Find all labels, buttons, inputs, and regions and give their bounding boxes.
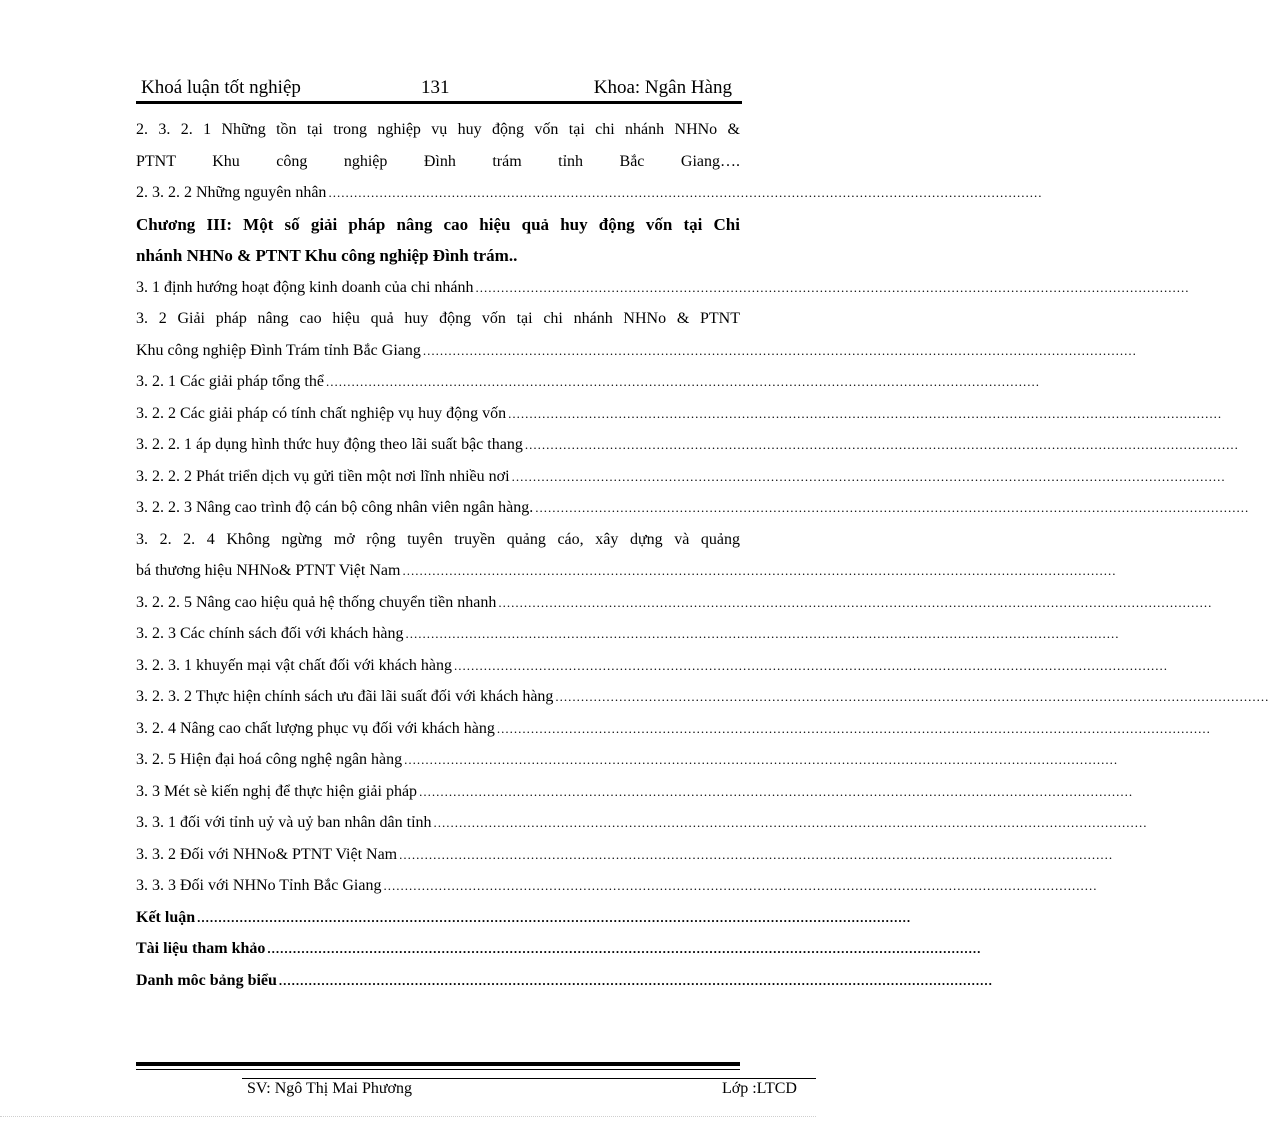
toc-leader-dots: ........................................................................................................................................................................ bbox=[433, 815, 1148, 830]
toc-leader-dots: ........................................................................................................................................................................ bbox=[278, 972, 993, 988]
toc-entry-title: 3. 2. 2. 1 áp dụng hình thức huy động theo lãi suất bậc thang bbox=[136, 436, 523, 453]
toc-entry bbox=[136, 839, 1114, 871]
toc-leader-dots: ........................................................................................................................................................................ bbox=[402, 563, 1117, 578]
toc-leader-dots: ........................................................................................................................................................................ bbox=[325, 374, 1040, 389]
toc-entry-title: 3. 3. 2 Đối với NHNo& PTNT Việt Nam bbox=[136, 845, 398, 863]
toc-entry bbox=[136, 272, 1190, 304]
toc-leader-dots: ........................................................................................................................................................................ bbox=[399, 846, 1114, 862]
toc-entry-title: 3. 1 định hướng hoạt động kinh doanh của chi nhánh bbox=[136, 278, 474, 296]
toc-entry-title: nhánh NHNo & PTNT Khu công nghiệp Đình trám.. bbox=[136, 246, 518, 265]
toc-entry-title: 3. 3 Mét sè kiến nghị để thực hiện giải pháp bbox=[136, 782, 418, 800]
toc-line: PTNT Khu công nghiệp Đình trám tỉnh Bắc Giang…. bbox=[136, 152, 740, 170]
toc-entry-title: Danh môc bảng biểu bbox=[136, 971, 277, 989]
toc-entry-title: 3. 2. 3 Các chính sách đối với khách hàng bbox=[136, 625, 404, 642]
footer-rule-thin bbox=[136, 1069, 740, 1070]
toc-line: 3. 2 Giải pháp nâng cao hiệu quả huy động vốn tại chi nhánh NHNo & PTNT bbox=[136, 310, 740, 327]
toc-line: Chương III: Một số giải pháp nâng cao hiệu quả huy động vốn tại Chi bbox=[136, 214, 740, 234]
toc-entry-title: 3. 3. 1 đối với tỉnh uỷ và uỷ ban nhân dân tỉnh bbox=[136, 814, 432, 831]
toc-line bbox=[136, 240, 740, 272]
toc-entry bbox=[136, 492, 1250, 524]
toc-entry-title: 3. 2. 3. 2 Thực hiện chính sách ưu đãi lãi suất đối với khách hàng bbox=[136, 688, 554, 705]
toc-entry bbox=[136, 933, 982, 965]
toc-entry-title: 3. 2. 1 Các giải pháp tổng thể bbox=[136, 373, 324, 390]
toc-leader-dots: ........................................................................................................................................................................ bbox=[508, 405, 1223, 421]
toc-entry-title: 3. 2. 4 Nâng cao chất lượng phục vụ đối với khách hàng bbox=[136, 719, 495, 737]
toc-leader-dots: ........................................................................................................................................................................ bbox=[383, 878, 1098, 893]
toc-entry-title: 3. 3. 3 Đối với NHNo Tỉnh Bắc Giang bbox=[136, 877, 382, 894]
toc-entry-title: Kết luận bbox=[136, 908, 196, 926]
toc-entry bbox=[136, 587, 1213, 619]
toc-entry bbox=[136, 650, 1168, 682]
toc-entry bbox=[136, 618, 1120, 650]
toc-leader-dots: ........................................................................................................................................................................ bbox=[535, 500, 1250, 515]
toc-entry bbox=[136, 713, 1211, 745]
toc-entry bbox=[136, 177, 1043, 209]
toc-entry-title: 3. 2. 2. 3 Nâng cao trình độ cán bộ công nhân viên ngân hàng. bbox=[136, 499, 534, 516]
toc-entry bbox=[136, 744, 1119, 776]
toc-leader-dots: ........................................................................................................................................................................ bbox=[511, 468, 1226, 484]
footer-rule-thick bbox=[136, 1062, 740, 1066]
toc-entry-title: 3. 2. 5 Hiện đại hoá công nghệ ngân hàng bbox=[136, 751, 403, 768]
toc-entry-title: 3. 2. 2 Các giải pháp có tính chất nghiệp vụ huy động vốn bbox=[136, 404, 507, 422]
toc-entry bbox=[136, 870, 1098, 902]
toc-entry bbox=[136, 902, 912, 934]
toc-entry-title: Tài liệu tham khảo bbox=[136, 940, 266, 957]
toc-entry bbox=[136, 461, 1226, 493]
toc-entry bbox=[136, 807, 1148, 839]
toc-leader-dots: ........................................................................................................................................................................ bbox=[496, 720, 1211, 736]
toc-leader-dots: ........................................................................................................................................................................ bbox=[422, 342, 1137, 358]
toc-leader-dots: ........................................................................................................................................................................ bbox=[405, 626, 1120, 641]
toc-entry-title: Khu công nghiệp Đình Trám tỉnh Bắc Giang bbox=[136, 341, 421, 359]
footer-class: Lớp :LTCD bbox=[722, 1080, 797, 1097]
header-faculty-label: Khoa: Ngân Hàng bbox=[593, 77, 732, 98]
toc-entry bbox=[136, 681, 1269, 713]
toc-entry bbox=[136, 776, 1134, 808]
toc-entry bbox=[136, 965, 993, 997]
footer-rule-right bbox=[242, 1078, 816, 1079]
bottom-dotted-rule bbox=[0, 1116, 816, 1118]
toc-entry bbox=[136, 366, 1040, 398]
toc-entry-title: 2. 3. 2. 2 Những nguyên nhân bbox=[136, 184, 327, 201]
page-header bbox=[138, 76, 740, 102]
header-page-number: 131 bbox=[421, 77, 450, 98]
toc-leader-dots: ........................................................................................................................................................................ bbox=[555, 689, 1269, 704]
toc-leader-dots: ........................................................................................................................................................................ bbox=[419, 783, 1134, 799]
table-of-contents bbox=[136, 114, 1269, 996]
toc-entry-title: bá thương hiệu NHNo& PTNT Việt Nam bbox=[136, 562, 401, 579]
toc-leader-dots: ........................................................................................................................................................................ bbox=[197, 909, 912, 925]
toc-line: 3. 2. 2. 4 Không ngừng mở rộng tuyên truyền quảng cáo, xây dựng và quảng bbox=[136, 530, 740, 548]
header-thesis-label: Khoá luận tốt nghiệp bbox=[141, 77, 301, 98]
toc-leader-dots: ........................................................................................................................................................................ bbox=[404, 752, 1119, 767]
header-rule bbox=[136, 101, 742, 104]
footer-student-name: SV: Ngô Thị Mai Phương bbox=[247, 1080, 412, 1097]
toc-entry bbox=[136, 398, 1223, 430]
toc-leader-dots: ........................................................................................................................................................................ bbox=[475, 279, 1190, 295]
toc-entry-title: 3. 2. 3. 1 khuyến mại vật chất đối với khách hàng bbox=[136, 656, 452, 674]
toc-line: 2. 3. 2. 1 Những tồn tại trong nghiệp vụ huy động vốn tại chi nhánh NHNo & bbox=[136, 121, 740, 138]
toc-leader-dots: ........................................................................................................................................................................ bbox=[524, 437, 1239, 452]
toc-entry bbox=[136, 335, 1137, 367]
toc-leader-dots: ........................................................................................................................................................................ bbox=[267, 941, 982, 956]
toc-leader-dots: ........................................................................................................................................................................ bbox=[498, 594, 1213, 610]
toc-entry bbox=[136, 429, 1239, 461]
toc-leader-dots: ........................................................................................................................................................................ bbox=[453, 657, 1168, 673]
toc-entry-title: 3. 2. 2. 5 Nâng cao hiệu quả hệ thống chuyển tiền nhanh bbox=[136, 593, 497, 611]
toc-entry bbox=[136, 555, 1117, 587]
toc-leader-dots: ........................................................................................................................................................................ bbox=[328, 185, 1043, 200]
toc-entry-title: 3. 2. 2. 2 Phát triển dịch vụ gửi tiền một nơi lĩnh nhiều nơi bbox=[136, 467, 510, 485]
